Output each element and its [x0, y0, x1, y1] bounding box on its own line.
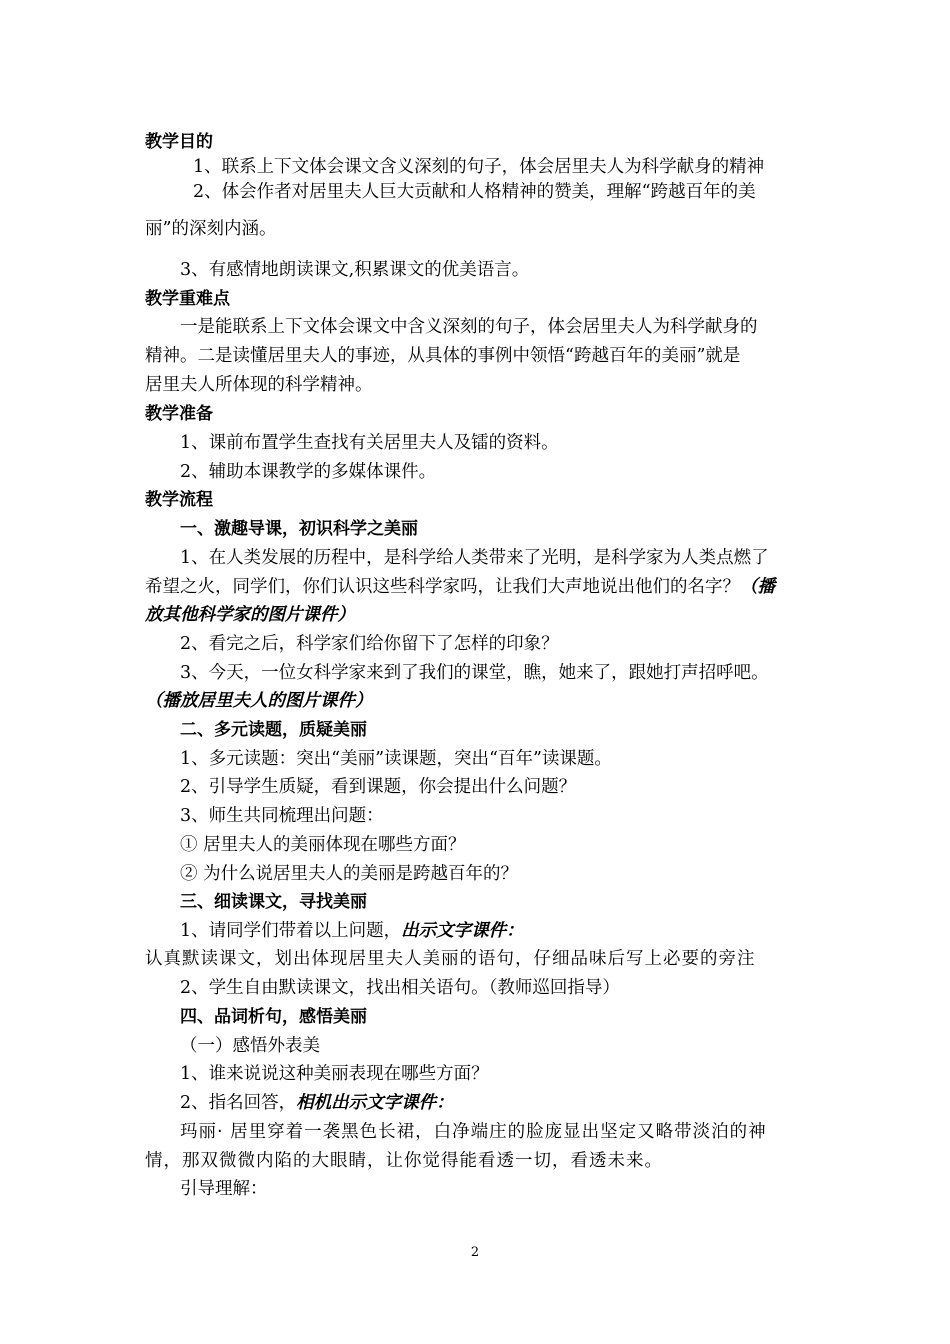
key-points-line-2: 精神。二是读懂居里夫人的事迹，从具体的事例中领悟“跨越百年的美丽”就是 — [145, 346, 741, 366]
part-1-title: 一、激趣导课，初识科学之美丽 — [180, 519, 418, 539]
heading-key-points: 教学重难点 — [145, 289, 230, 309]
part-1-paragraph-1-line-2 — [145, 575, 825, 599]
part-2-question-2: ② 为什么说居里夫人的美丽是跨越百年的？ — [180, 864, 519, 884]
part-3-courseware-text: 认真默读课文，划出体现居里夫人美丽的语句，仔细品味后写上必要的旁注 — [145, 949, 756, 969]
part-4-paragraph-2-text: 2、指名回答， — [180, 1093, 297, 1113]
part-4-subsection-1: （一）感悟外表美 — [180, 1036, 320, 1056]
part-3-paragraph-2: 2、学生自由默读课文，找出相关语句。（教师巡回指导） — [180, 978, 620, 998]
part-4-quote-line-2: 情，那双微微内陷的大眼睛，让你觉得能看透一切，看透未来。 — [145, 1151, 663, 1171]
objective-2-line-2: 丽”的深刻内涵。 — [145, 219, 277, 239]
preparation-1: 1、课前布置学生查找有关居里夫人及镭的资料。 — [180, 433, 559, 453]
key-points-line-1: 一是能联系上下文体会课文中含义深刻的句子，体会居里夫人为科学献身的 — [180, 317, 758, 337]
preparation-2: 2、辅助本课教学的多媒体课件。 — [180, 462, 437, 482]
part-1-paragraph-3: 3、今天，一位女科学家来到了我们的课堂，瞧，她来了，跟她打声招呼吧。 — [180, 663, 769, 683]
heading-preparation: 教学准备 — [145, 404, 213, 424]
part-1-paragraph-2: 2、看完之后，科学家们给你留下了怎样的印象？ — [180, 634, 559, 654]
page-number: 2 — [470, 1245, 480, 1260]
key-points-line-3: 居里夫人所体现的科学精神。 — [145, 375, 373, 395]
part-1-courseware-note-cont: 放其他科学家的图片课件） — [145, 605, 355, 625]
part-2-paragraph-2: 2、引导学生质疑，看到课题，你会提出什么问题？ — [180, 777, 577, 797]
part-3-paragraph-1-text: 1、请同学们带着以上问题， — [180, 921, 402, 941]
part-2-paragraph-1: 1、多元读题：突出“美丽”读课题，突出“百年”读课题。 — [180, 749, 612, 769]
part-2-paragraph-3: 3、师生共同梳理出问题： — [180, 806, 384, 826]
heading-objectives: 教学目的 — [145, 132, 213, 152]
objective-2-line-1: 2、体会作者对居里夫人巨大贡献和人格精神的赞美，理解“跨越百年的美 — [193, 182, 756, 202]
part-2-title: 二、多元读题，质疑美丽 — [180, 720, 367, 740]
part-4-paragraph-2 — [180, 1091, 860, 1115]
objective-3: 3、有感情地朗读课文,积累课文的优美语言。 — [180, 260, 530, 280]
part-4-title: 四、品词析句，感悟美丽 — [180, 1007, 367, 1027]
part-3-courseware-label: 出示文字课件： — [401, 921, 524, 941]
objective-1: 1、联系上下文体会课文含义深刻的句子，体会居里夫人为科学献身的精神 — [193, 157, 765, 177]
part-4-guide: 引导理解： — [180, 1179, 268, 1199]
part-3-paragraph-1 — [180, 919, 860, 943]
part-3-title: 三、细读课文，寻找美丽 — [180, 892, 367, 912]
part-1-image-courseware-note: （播放居里夫人的图片课件） — [145, 691, 373, 711]
part-4-quote-line-1: 玛丽· 居里穿着一袭黑色长裙，白净端庄的脸庞显出坚定又略带淡泊的神 — [180, 1122, 767, 1142]
heading-process: 教学流程 — [145, 490, 213, 510]
part-2-question-1: ① 居里夫人的美丽体现在哪些方面？ — [180, 835, 466, 855]
part-1-paragraph-1-line-1: 1、在人类发展的历程中，是科学给人类带来了光明，是科学家为人类点燃了 — [180, 548, 769, 568]
part-1-courseware-note: （播 — [740, 577, 775, 597]
part-1-paragraph-1-text: 希望之火，同学们，你们认识这些科学家吗，让我们大声地说出他们的名字？ — [145, 577, 740, 597]
part-4-paragraph-1: 1、谁来说说这种美丽表现在哪些方面？ — [180, 1064, 489, 1084]
part-4-courseware-label: 相机出示文字课件： — [296, 1093, 454, 1113]
